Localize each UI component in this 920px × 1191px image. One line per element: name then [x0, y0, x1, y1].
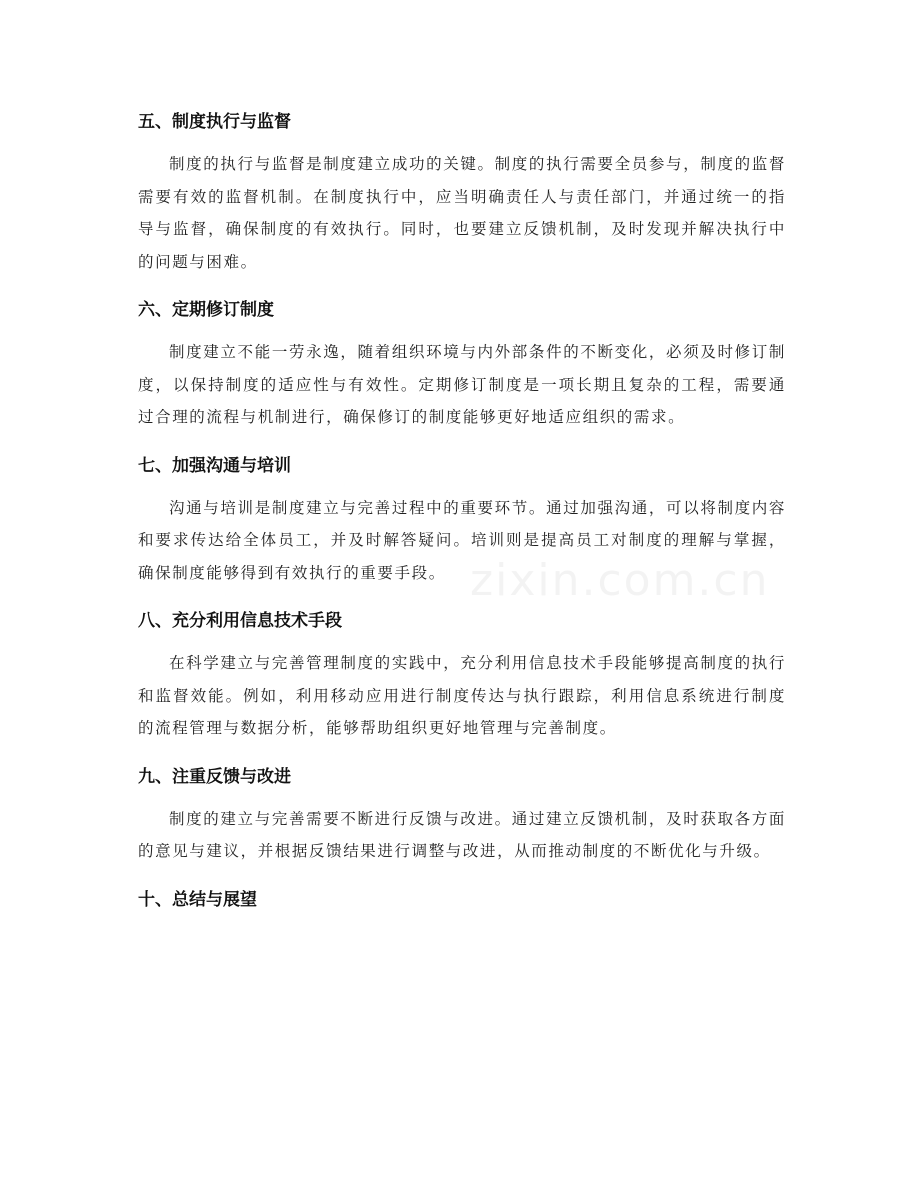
section-heading-7: 七、加强沟通与培训 — [138, 455, 291, 476]
section-heading-5: 五、制度执行与监督 — [138, 112, 291, 132]
section-body-6: 制度建立不能一劳永逸，随着组织环境与内外部条件的不断变化，必须及时修订制度，以保持制度的适应性与有效性。定期修订制度是一项长期且复杂的工程，需要通过合理的流程与机制进行，确保修订的制度能够更好地适应组织的需求。 — [138, 343, 786, 426]
section-body-8: 在科学建立与完善管理制度的实践中，充分利用信息技术手段能够提高制度的执行和监督效能。例如，利用移动应用进行制度传达与执行跟踪，利用信息系统进行制度的流程管理与数据分析，能够帮助组织更好地管理与完善制度。 — [138, 654, 786, 737]
section-heading-6: 六、定期修订制度 — [138, 300, 274, 320]
section-heading-8: 八、充分利用信息技术手段 — [138, 611, 342, 631]
section-body-9: 制度的建立与完善需要不断进行反馈与改进。通过建立反馈机制，及时获取各方面的意见与建议，并根据反馈结果进行调整与改进，从而推动制度的不断优化与升级。 — [138, 809, 786, 860]
section-body-7: 沟通与培训是制度建立与完善过程中的重要环节。通过加强沟通，可以将制度内容和要求传达给全体员工，并及时解答疑问。培训则是提高员工对制度的理解与掌握，确保制度能够得到有效执行的重要手段。 — [138, 498, 786, 582]
watermark: zixin.com.cn — [470, 555, 770, 606]
document-content — [138, 104, 786, 918]
section-heading-9: 九、注重反馈与改进 — [138, 766, 291, 787]
section-body-5: 制度的执行与监督是制度建立成功的关键。制度的执行需要全员参与，制度的监督需要有效的监督机制。在制度执行中，应当明确责任人与责任部门，并通过统一的指导与监督，确保制度的有效执行。同时，也要建立反馈机制，及时发现并解决执行中的问题与困难。 — [138, 155, 786, 271]
section-heading-10: 十、总结与展望 — [138, 889, 257, 910]
